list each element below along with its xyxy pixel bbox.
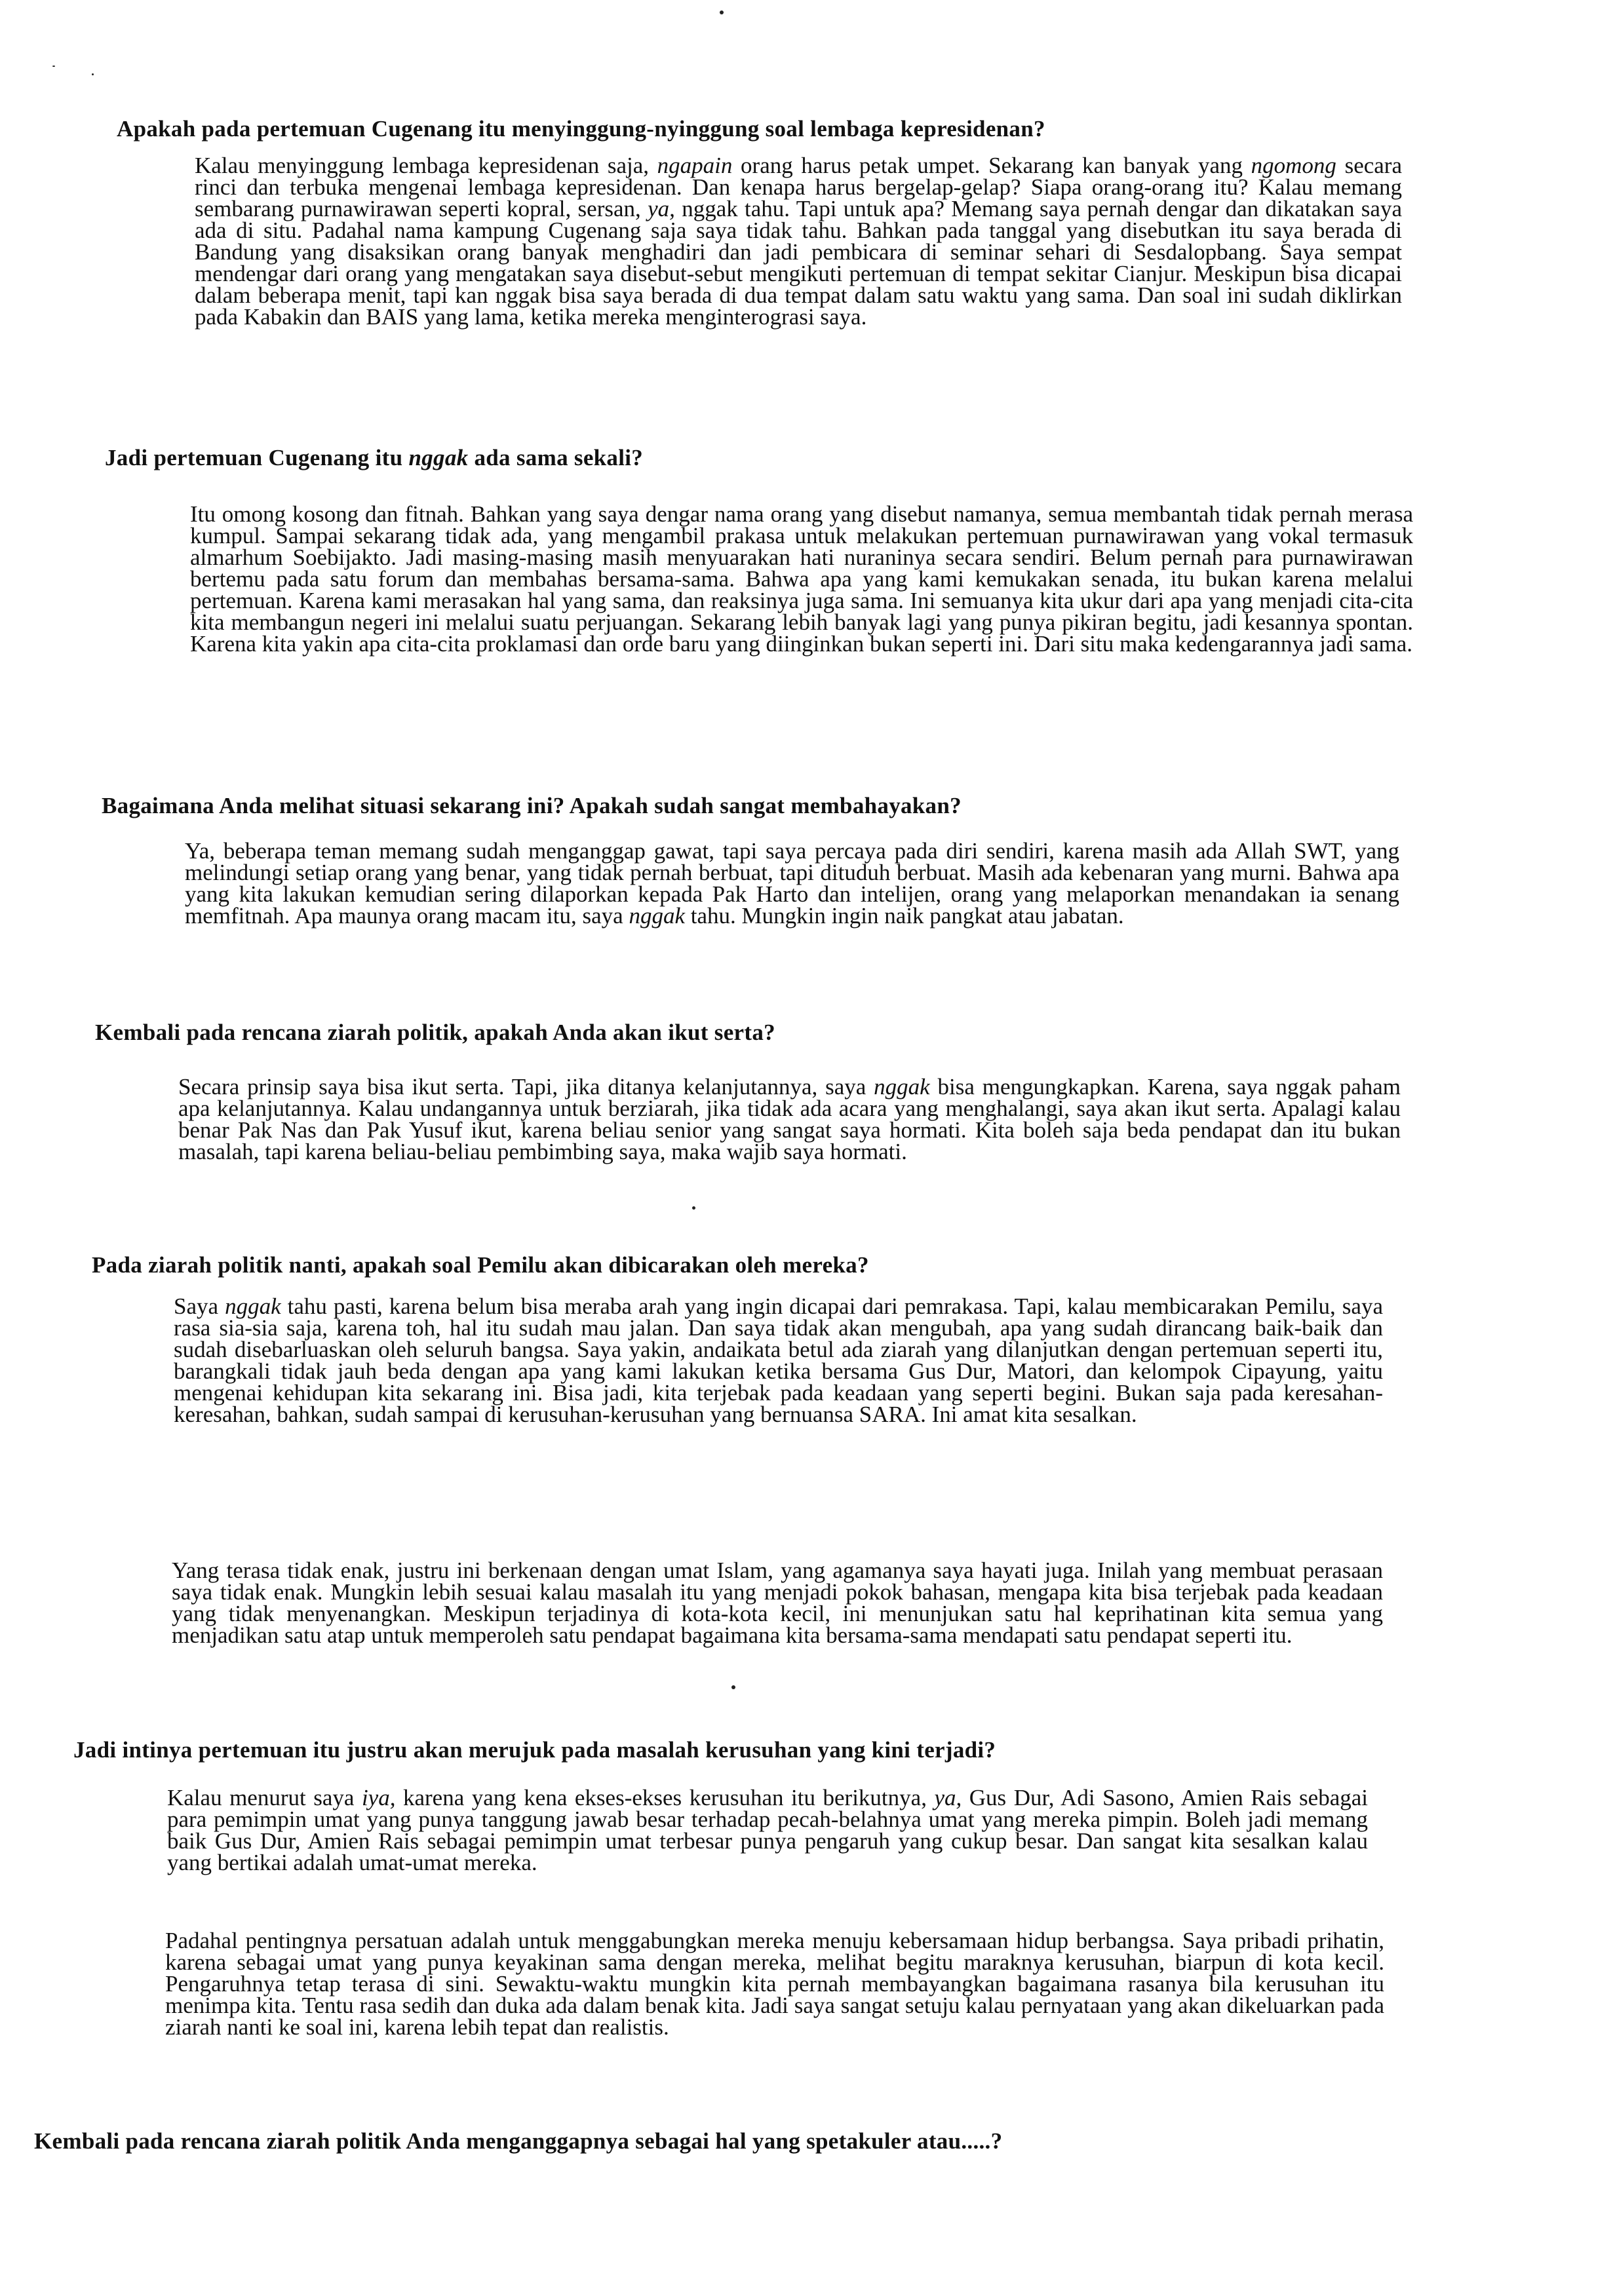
answer-paragraph: Padahal pentingnya persatuan adalah untuk menggabungkan mereka menuju kebersamaan hidup berbangsa. Saya pribadi prihatin, karena sebagai umat yang punya keyakinan sama dengan mereka, melihat begitu maraknya kerusuhan, biarpun di kota kecil. Pengaruhnya tetap terasa di sini. Sewaktu-waktu mungkin kita pernah membayangkan bagaimana rasanya bila kerusuhan itu menimpa kita. Tentu rasa sedih dan duka ada dalam benak kita. Jadi saya sangat setuju kalau pernyataan yang akan dikeluarkan pada ziarah nanti ke soal ini, karena lebih tepat dan realistis. bbox=[165, 1928, 1384, 2040]
question-heading: Bagaimana Anda melihat situasi sekarang ini? Apakah sudah sangat membahayakan? bbox=[102, 793, 962, 818]
question-heading: Kembali pada rencana ziarah politik, apakah Anda akan ikut serta? bbox=[95, 1020, 775, 1045]
answer-paragraph: Kalau menyinggung lembaga kepresidenan saja, ngapain orang harus petak umpet. Sekarang kan banyak yang ngomong secara rinci dan terbuka mengenai lembaga kepresidenan. Dan kenapa harus bergelap-gelap? Siapa orang-orang itu? Kalau memang sembarang purnawirawan seperti kopral, sersan, ya, nggak tahu. Tapi untuk apa? Memang saya pernah dengar dan dikatakan saya ada di situ. Padahal nama kampung Cugenang saja saya tidak tahu. Bahkan pada tanggal yang disebutkan itu saya berada di Bandung yang disaksikan orang banyak menghadiri dan jadi pembicara di seminar sehari di Sesdalopbang. Saya sempat mendengar dari orang yang mengatakan saya disebut-sebut mengikuti pertemuan di tempat sekitar Cianjur. Meskipun bisa dicapai dalam beberapa menit, tapi kan nggak bisa saya berada di dua tempat dalam satu waktu yang sama. Dan soal ini sudah diklirkan pada Kabakin dan BAIS yang lama, ketika mereka menginterograsi saya. bbox=[195, 153, 1403, 330]
scan-speck bbox=[731, 1685, 735, 1689]
question-heading: Apakah pada pertemuan Cugenang itu menyinggung-nyinggung soal lembaga kepresidenan? bbox=[117, 116, 1045, 142]
answer-paragraph: Ya, beberapa teman memang sudah menganggap gawat, tapi saya percaya pada diri sendiri, karena masih ada Allah SWT, yang melindungi setiap orang yang benar, yang tidak pernah berbuat, tapi dituduh berbuat. Masih ada kebenaran yang murni. Bahwa apa yang kita lakukan kemudian sering dilaporkan kepada Pak Harto dan intelijen, orang yang melaporkan menandakan ia senang memfitnah. Apa maunya orang macam itu, saya nggak tahu. Mungkin ingin naik pangkat atau jabatan. bbox=[185, 838, 1399, 928]
question-heading: Kembali pada rencana ziarah politik Anda menganggapnya sebagai hal yang spetakuler atau.....? bbox=[34, 2128, 1003, 2154]
scan-speck bbox=[720, 10, 724, 14]
answer-paragraph: Yang terasa tidak enak, justru ini berkenaan dengan umat Islam, yang agamanya saya hayati juga. Inilah yang membuat perasaan saya tidak enak. Mungkin lebih sesuai kalau masalah itu yang menjadi pokok bahasan, mengapa kita bisa terjebak pada keadaan yang tidak menyenangkan. Meskipun terjadinya di kota-kota kecil, ini menunjukan satu hal keprihatinan kita semua yang menjadikan satu atap untuk memperoleh satu pendapat bagaimana kita bersama-sama mendapati satu pendapat seperti itu. bbox=[172, 1558, 1383, 1648]
answer-paragraph: Kalau menurut saya iya, karena yang kena ekses-ekses kerusuhan itu berikutnya, ya, Gus Dur, Adi Sasono, Amien Rais sebagai para pemimpin umat yang punya tanggung jawab besar terhadap pecah-belahnya umat yang mereka pimpin. Boleh jadi memang baik Gus Dur, Amien Rais sebagai pemimpin umat terbesar punya pengaruh yang cukup besar. Dan sangat kita sesalkan kalau yang bertikai adalah umat-umat mereka. bbox=[167, 1785, 1368, 1875]
answer-paragraph: Secara prinsip saya bisa ikut serta. Tapi, jika ditanya kelanjutannya, saya nggak bisa mengungkapkan. Karena, saya nggak paham apa kelanjutannya. Kalau undangannya untuk berziarah, jika tidak ada acara yang menghalangi, saya akan ikut serta. Apalagi kalau benar Pak Nas dan Pak Yusuf ikut, karena beliau senior yang sangat saya hormati. Kita boleh saja beda pendapat dan itu bukan masalah, tapi karena beliau-beliau pembimbing saya, maka wajib saya hormati. bbox=[178, 1074, 1401, 1164]
scan-speck bbox=[92, 73, 94, 75]
answer-paragraph: Itu omong kosong dan fitnah. Bahkan yang saya dengar nama orang yang disebut namanya, semua membantah tidak pernah merasa kumpul. Sampai sekarang tidak ada, yang mengambil prakasa untuk melakukan pertemuan purnawirawan yang vokal termasuk almarhum Soebijakto. Jadi masing-masing masih menyuarakan hati nuraninya secara sendiri. Belum pernah para purnawirawan bertemu pada satu forum dan membahas bersama-sama. Bahwa apa yang kami kemukakan senada, itu bukan karena melalui pertemuan. Karena kami merasakan hal yang sama, dan reaksinya juga sama. Ini semuanya kita ukur dari apa yang menjadi cita-cita kita membangun negeri ini melalui suatu perjuangan. Sekarang lebih banyak lagi yang punya pikiran begitu, jadi kesannya spontan. Karena kita yakin apa cita-cita proklamasi dan orde baru yang diinginkan bukan seperti ini. Dari situ maka kedengarannya jadi sama. bbox=[190, 501, 1413, 657]
question-heading: Pada ziarah politik nanti, apakah soal Pemilu akan dibicarakan oleh mereka? bbox=[92, 1252, 869, 1278]
answer-paragraph: Saya nggak tahu pasti, karena belum bisa meraba arah yang ingin dicapai dari pemrakasa. Tapi, kalau membicarakan Pemilu, saya rasa sia-sia saja, karena toh, hal itu sudah mau jalan. Dan saya tidak akan mengubah, apa yang sudah dirancang baik-baik dan sudah disebarluaskan oleh seluruh bangsa. Saya yakin, andaikata betul ada ziarah yang dilanjutkan dengan pertemuan seperti itu, barangkali tidak jauh beda dengan apa yang kami lakukan ketika bersama Gus Dur, Matori, dan kelompok Cipayung, yaitu mengenai kehidupan kita sekarang ini. Bisa jadi, kita terjebak pada keadaan yang seperti begini. Bukan saja pada keresahan-keresahan, bahkan, sudah sampai di kerusuhan-kerusuhan yang bernuansa SARA. Ini amat kita sesalkan. bbox=[174, 1293, 1383, 1427]
scan-speck bbox=[692, 1206, 695, 1210]
scan-speck bbox=[52, 66, 55, 67]
question-heading: Jadi pertemuan Cugenang itu nggak ada sama sekali? bbox=[105, 445, 644, 470]
question-heading: Jadi intinya pertemuan itu justru akan merujuk pada masalah kerusuhan yang kini terjadi? bbox=[73, 1737, 996, 1763]
